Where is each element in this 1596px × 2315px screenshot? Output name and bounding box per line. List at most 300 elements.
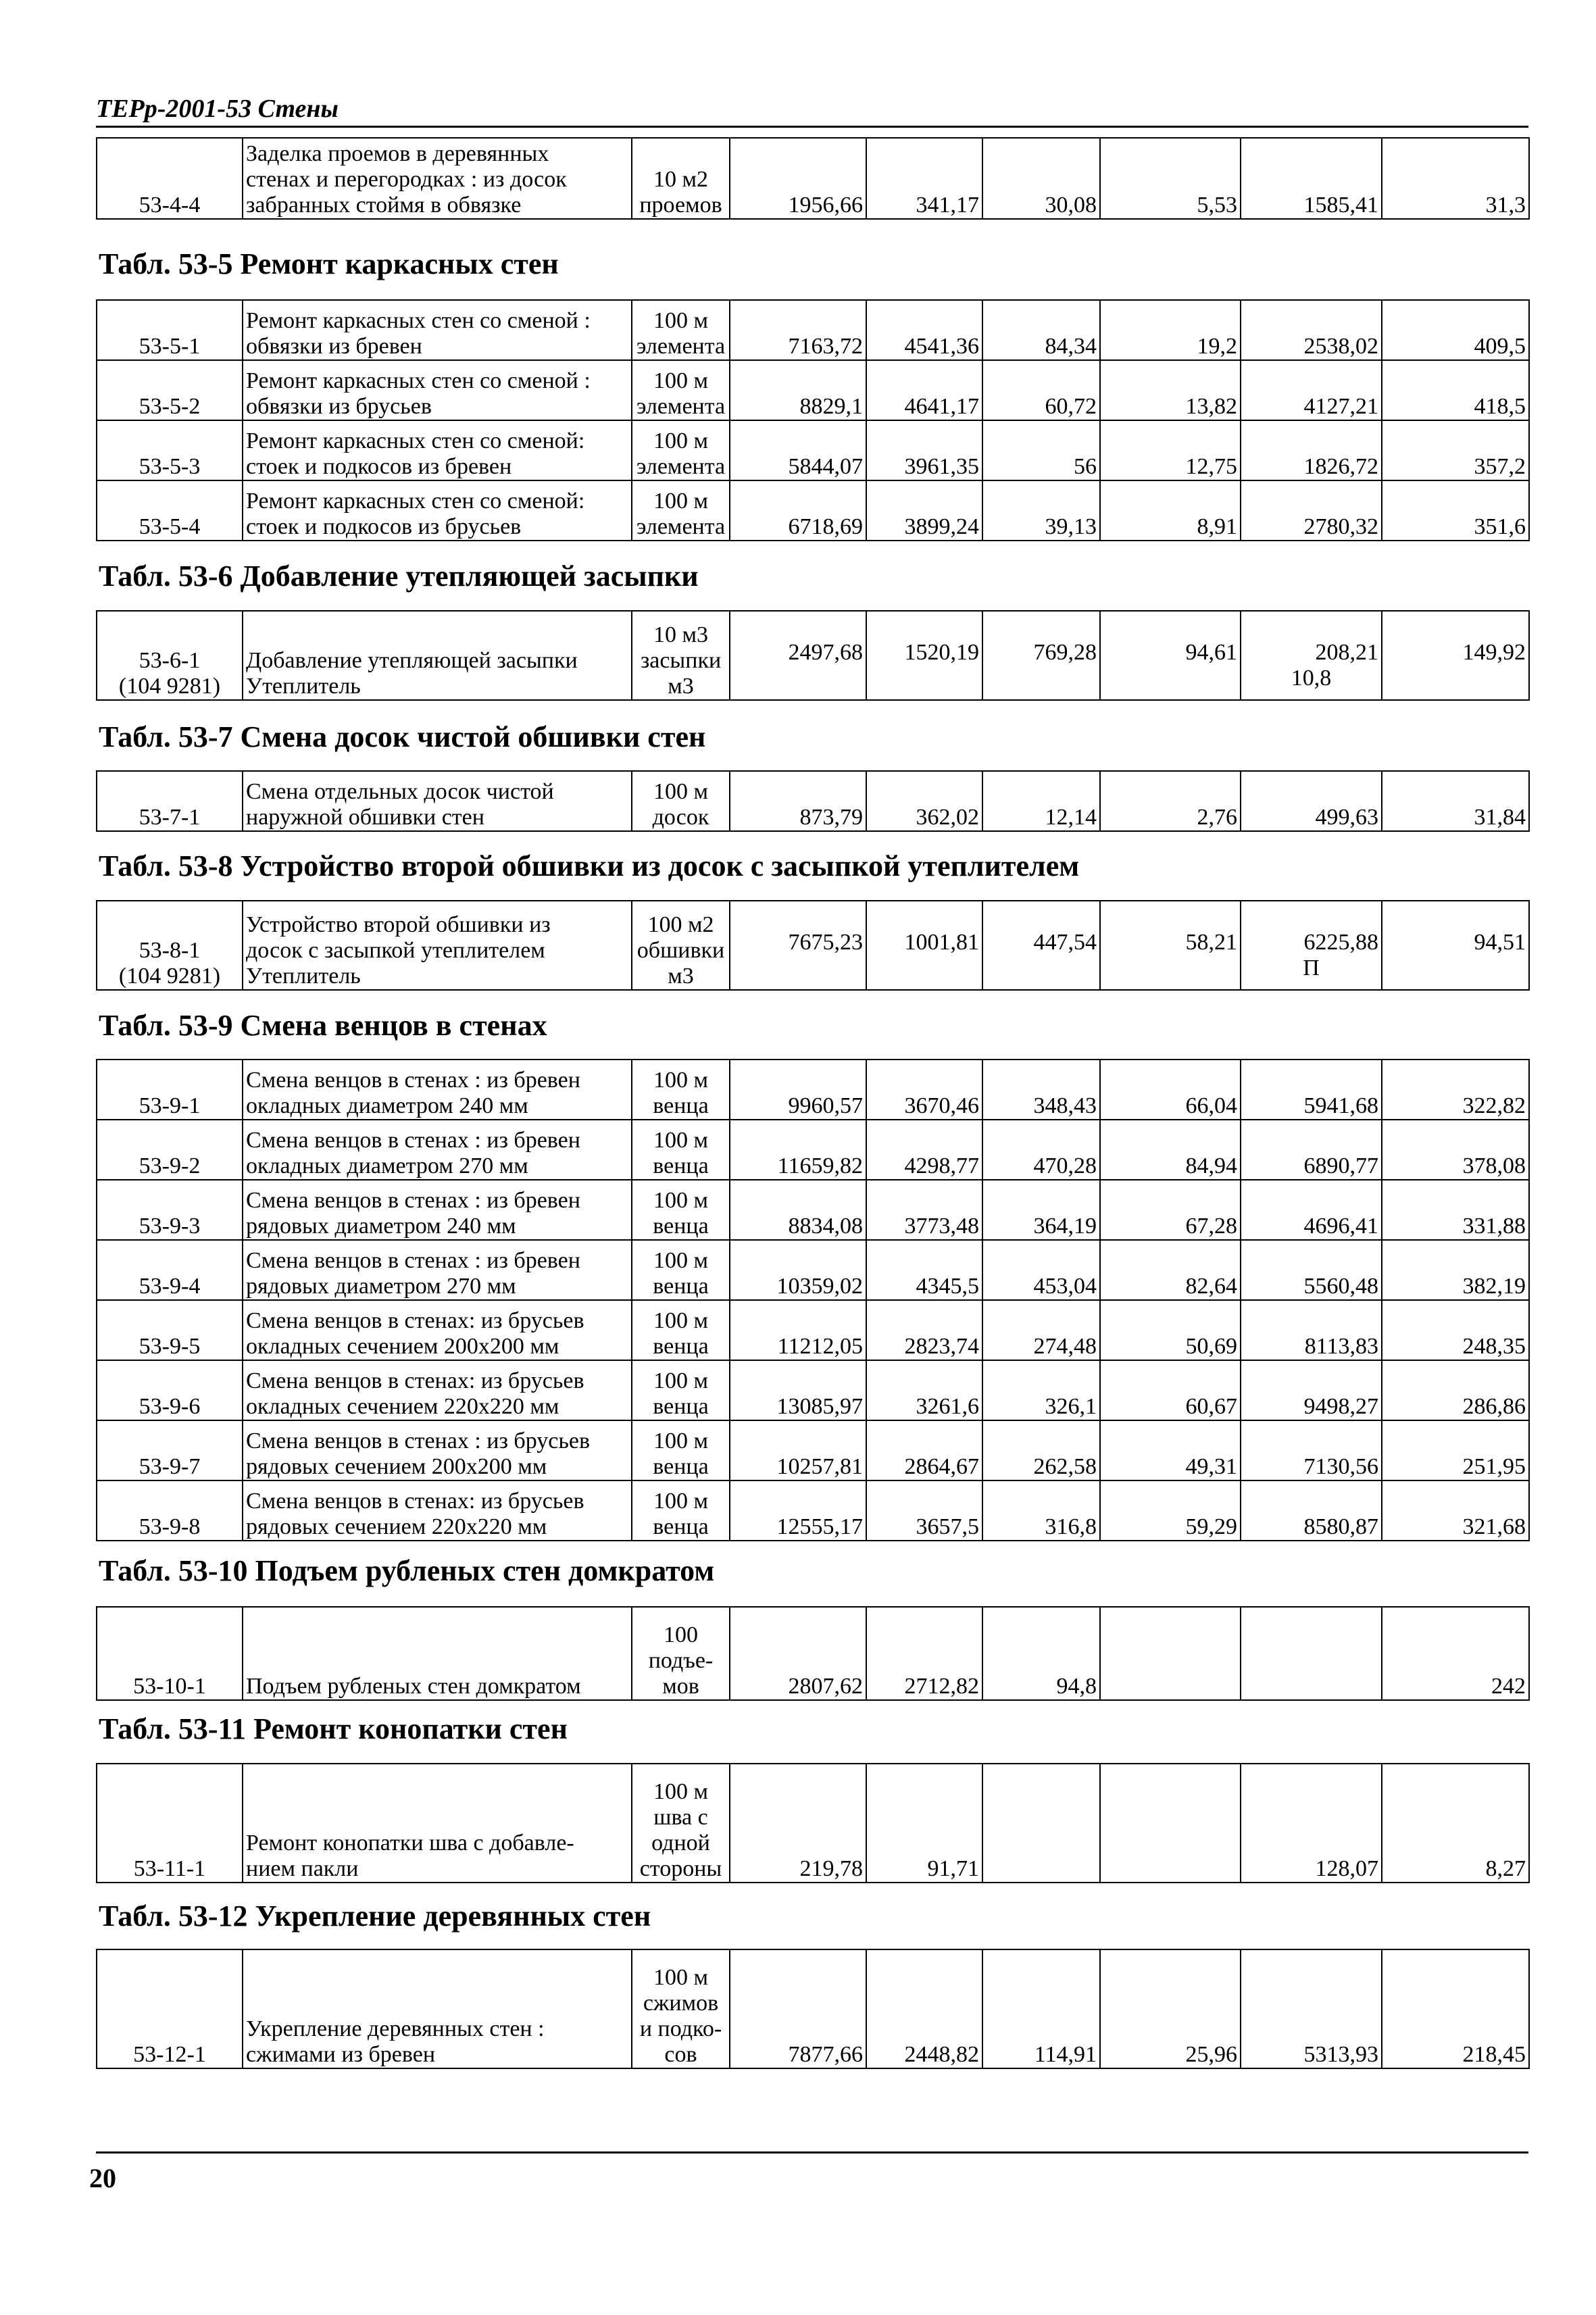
work-name-line: Смена венцов в стенах : из брусьев	[246, 1428, 591, 1453]
value-cell: 3261,6	[866, 1360, 982, 1420]
rate-code-cell	[97, 1949, 243, 2068]
rate-code-cell	[97, 420, 243, 480]
value-cell: 49,31	[1100, 1420, 1241, 1480]
work-name-cell	[243, 138, 632, 219]
value-cell: 58,21	[1100, 901, 1241, 990]
work-name-cell	[243, 300, 632, 360]
unit-cell	[632, 1060, 730, 1120]
rate-table	[96, 610, 1530, 701]
rate-code-cell	[97, 1240, 243, 1300]
work-name-line: Смена венцов в стенах: из брусьев	[246, 1308, 584, 1333]
unit-line: элемента	[636, 454, 726, 479]
work-name-line: наружной обшивки стен	[246, 805, 484, 830]
value-cell: 470,28	[982, 1120, 1100, 1180]
work-name-line: Смена венцов в стенах: из брусьев	[246, 1489, 584, 1514]
value-cell: 39,13	[982, 480, 1100, 541]
value-cell: 56	[982, 420, 1100, 480]
value-cell: 8,27	[1382, 1764, 1529, 1883]
table-row	[97, 1607, 1529, 1700]
table-row	[97, 611, 1529, 700]
value-cell: 6890,77	[1241, 1120, 1382, 1180]
rate-code-line: 53-4-4	[139, 193, 201, 218]
unit-cell	[632, 1420, 730, 1480]
rate-code-cell	[97, 1607, 243, 1700]
work-name-cell	[243, 1180, 632, 1240]
value-cell: 12,75	[1100, 420, 1241, 480]
unit-line: 100 м	[653, 1489, 708, 1514]
table-row	[97, 300, 1529, 360]
value-cell: 3961,35	[866, 420, 982, 480]
unit-line: венца	[653, 1334, 709, 1359]
work-name-line: нием пакли	[246, 1856, 359, 1881]
work-name-line: Смена венцов в стенах : из бревен	[246, 1128, 580, 1153]
unit-line: 100 м	[653, 428, 708, 453]
unit-line: м3	[668, 674, 694, 699]
value-cell: 2497,68	[730, 611, 866, 700]
section-title: Табл. 53-9 Смена венцов в стенах	[99, 1009, 547, 1042]
value-cell: 2538,02	[1241, 300, 1382, 360]
unit-cell	[632, 1607, 730, 1700]
value-cell: 1520,19	[866, 611, 982, 700]
rate-code-cell	[97, 1300, 243, 1360]
unit-cell	[632, 1300, 730, 1360]
value-cell: 9960,57	[730, 1060, 866, 1120]
unit-line: 100 м	[653, 1188, 708, 1213]
rate-code-line: 53-8-1	[139, 938, 201, 963]
rate-table	[96, 137, 1530, 220]
value-cell	[1241, 611, 1382, 700]
work-name-line: Заделка проемов в деревянных	[246, 141, 549, 166]
unit-cell	[632, 1360, 730, 1420]
value-cell: 1001,81	[866, 901, 982, 990]
value-cell: 5844,07	[730, 420, 866, 480]
unit-line: засыпки	[640, 648, 722, 673]
work-name-line: обвязки из бревен	[246, 334, 422, 359]
work-name-line: Утеплитель	[246, 964, 361, 989]
value-cell: 5941,68	[1241, 1060, 1382, 1120]
value-cell: 59,29	[1100, 1480, 1241, 1541]
unit-line: досок	[652, 805, 709, 830]
work-name-cell	[243, 420, 632, 480]
value-cell: 7877,66	[730, 1949, 866, 2068]
value-cell	[1241, 901, 1382, 990]
unit-line: 100 м	[653, 1428, 708, 1453]
work-name-line: рядовых сечением 220х220 мм	[246, 1514, 547, 1539]
value-cell: 67,28	[1100, 1180, 1241, 1240]
value-cell: 94,51	[1382, 901, 1529, 990]
unit-line: 10 м2	[653, 167, 708, 192]
unit-cell	[632, 1180, 730, 1240]
section-title: Табл. 53-10 Подъем рубленых стен домкратом	[99, 1554, 715, 1587]
unit-line: 100 м	[653, 1308, 708, 1333]
work-name-line: стоек и подкосов из бревен	[246, 454, 512, 479]
work-name-cell	[243, 480, 632, 541]
table-row	[97, 1120, 1529, 1180]
work-name-cell	[243, 1060, 632, 1120]
work-name-line: стоек и подкосов из брусьев	[246, 514, 522, 539]
rate-code-line: (104 9281)	[118, 674, 221, 699]
work-name-line: Ремонт каркасных стен со сменой :	[246, 368, 591, 393]
rate-code-cell	[97, 1060, 243, 1120]
table-row	[97, 771, 1529, 831]
table-row	[97, 1240, 1529, 1300]
work-name-line: Устройство второй обшивки из	[246, 912, 551, 937]
unit-line: 100 м	[653, 1068, 708, 1093]
value-cell: 316,8	[982, 1480, 1100, 1541]
value-cell: 114,91	[982, 1949, 1100, 2068]
unit-line: 100 м	[653, 1368, 708, 1393]
rate-code-line: 53-5-1	[139, 334, 201, 359]
unit-line: стороны	[639, 1856, 722, 1881]
value-cell: 60,72	[982, 360, 1100, 420]
unit-cell	[632, 611, 730, 700]
table-row	[97, 1060, 1529, 1120]
unit-line: проемов	[639, 193, 722, 218]
unit-cell	[632, 360, 730, 420]
value-cell	[982, 1764, 1100, 1883]
value-cell: 1826,72	[1241, 420, 1382, 480]
value-cell: 13,82	[1100, 360, 1241, 420]
table-row	[97, 1764, 1529, 1883]
work-name-cell	[243, 1764, 632, 1883]
unit-line: 100 м	[653, 368, 708, 393]
unit-line: венца	[653, 1394, 709, 1419]
work-name-line: рядовых диаметром 240 мм	[246, 1214, 516, 1239]
material-quantity: 10,8	[1291, 666, 1332, 691]
work-name-cell	[243, 1120, 632, 1180]
value-cell	[1241, 1607, 1382, 1700]
work-name-cell	[243, 1300, 632, 1360]
unit-line: 100 м	[653, 1248, 708, 1273]
rate-code-line: 53-5-2	[139, 394, 201, 419]
value-cell	[1100, 1607, 1241, 1700]
unit-line: венца	[653, 1274, 709, 1299]
unit-cell	[632, 771, 730, 831]
work-name-cell	[243, 1949, 632, 2068]
unit-line: 100 м	[653, 489, 708, 514]
rate-code-line: 53-7-1	[139, 805, 201, 830]
page-title: ТЕРр-2001-53 Стены	[96, 95, 339, 123]
unit-line: м3	[668, 964, 694, 989]
value-cell: 4345,5	[866, 1240, 982, 1300]
value-cell: 31,3	[1382, 138, 1529, 219]
unit-line: сжимов	[643, 1991, 719, 2016]
work-name-cell	[243, 901, 632, 990]
value-cell: 362,02	[866, 771, 982, 831]
value-cell: 331,88	[1382, 1180, 1529, 1240]
value-cell: 30,08	[982, 138, 1100, 219]
value-cell: 19,2	[1100, 300, 1241, 360]
unit-line: и подко-	[639, 2016, 722, 2041]
value-cell: 84,34	[982, 300, 1100, 360]
section-title: Табл. 53-7 Смена досок чистой обшивки стен	[99, 720, 706, 753]
value-cell: 128,07	[1241, 1764, 1382, 1883]
value-cell: 2864,67	[866, 1420, 982, 1480]
value-cell: 10257,81	[730, 1420, 866, 1480]
unit-cell	[632, 1764, 730, 1883]
unit-line: шва с	[653, 1805, 708, 1830]
value-cell: 873,79	[730, 771, 866, 831]
value-cell: 7130,56	[1241, 1420, 1382, 1480]
value-cell: 2448,82	[866, 1949, 982, 2068]
unit-line: 100 м	[653, 308, 708, 333]
work-name-line: Смена венцов в стенах : из бревен	[246, 1248, 580, 1273]
unit-cell	[632, 1480, 730, 1541]
rate-code-line: 53-11-1	[133, 1856, 206, 1881]
unit-line: подъе-	[648, 1648, 714, 1673]
work-name-cell	[243, 1607, 632, 1700]
value-cell: 5,53	[1100, 138, 1241, 219]
rate-code-cell	[97, 1764, 243, 1883]
value-cell: 7163,72	[730, 300, 866, 360]
value-cell: 4298,77	[866, 1120, 982, 1180]
rate-code-line: 53-10-1	[133, 1674, 206, 1699]
rate-code-line: 53-9-3	[139, 1214, 201, 1239]
value-cell: 12,14	[982, 771, 1100, 831]
unit-line: 100 м2	[647, 912, 714, 937]
unit-line: 10 м3	[653, 622, 708, 647]
table-row	[97, 1300, 1529, 1360]
value-cell: 84,94	[1100, 1120, 1241, 1180]
value-cell: 251,95	[1382, 1420, 1529, 1480]
value-cell: 286,86	[1382, 1360, 1529, 1420]
value-cell: 8,91	[1100, 480, 1241, 541]
rate-code-line: 53-5-3	[139, 454, 201, 479]
work-name-cell	[243, 1420, 632, 1480]
rate-table	[96, 1059, 1530, 1541]
value-cell: 769,28	[982, 611, 1100, 700]
value-cell: 499,63	[1241, 771, 1382, 831]
rate-code-line: 53-6-1	[139, 648, 201, 673]
value-cell: 8829,1	[730, 360, 866, 420]
work-name-line: Ремонт каркасных стен со сменой :	[246, 308, 591, 333]
value-cell: 1585,41	[1241, 138, 1382, 219]
value-cell: 3899,24	[866, 480, 982, 541]
rate-code-cell	[97, 901, 243, 990]
unit-line: элемента	[636, 334, 726, 359]
work-name-cell	[243, 611, 632, 700]
work-name-line: сжимами из бревен	[246, 2042, 436, 2067]
table-row	[97, 1949, 1529, 2068]
unit-cell	[632, 1949, 730, 2068]
value-cell: 50,69	[1100, 1300, 1241, 1360]
rate-code-cell	[97, 771, 243, 831]
value-cell: 31,84	[1382, 771, 1529, 831]
table-row	[97, 360, 1529, 420]
rate-table	[96, 900, 1530, 991]
value-cell: 6718,69	[730, 480, 866, 541]
work-name-cell	[243, 360, 632, 420]
value-cell: 4641,17	[866, 360, 982, 420]
value-cell: 4127,21	[1241, 360, 1382, 420]
table-row	[97, 1420, 1529, 1480]
rate-code-cell	[97, 138, 243, 219]
value-cell: 12555,17	[730, 1480, 866, 1541]
unit-line: мов	[662, 1674, 699, 1699]
value-cell: 5313,93	[1241, 1949, 1382, 2068]
value-line: 208,21	[1315, 640, 1378, 665]
rate-code-cell	[97, 360, 243, 420]
work-name-cell	[243, 1480, 632, 1541]
value-cell: 453,04	[982, 1240, 1100, 1300]
value-cell: 9498,27	[1241, 1360, 1382, 1420]
work-name-line: Добавление утепляющей засыпки	[246, 648, 578, 673]
value-cell: 91,71	[866, 1764, 982, 1883]
work-name-line: Укрепление деревянных стен :	[246, 2016, 545, 2041]
work-name-cell	[243, 771, 632, 831]
work-name-cell	[243, 1360, 632, 1420]
unit-cell	[632, 1120, 730, 1180]
value-cell: 447,54	[982, 901, 1100, 990]
rate-code-line: 53-9-1	[139, 1093, 201, 1118]
value-cell: 2823,74	[866, 1300, 982, 1360]
rate-code-line: 53-12-1	[133, 2042, 206, 2067]
work-name-line: рядовых сечением 200х200 мм	[246, 1454, 547, 1479]
unit-cell	[632, 138, 730, 219]
work-name-line: Утеплитель	[246, 674, 361, 699]
value-cell: 364,19	[982, 1180, 1100, 1240]
rate-table	[96, 1949, 1530, 2069]
unit-line: венца	[653, 1454, 709, 1479]
value-cell: 418,5	[1382, 360, 1529, 420]
work-name-line: окладных сечением 220х220 мм	[246, 1394, 559, 1419]
unit-line: 100 м	[653, 1779, 708, 1804]
work-name-line: забранных стоймя в обвязке	[246, 193, 522, 218]
section-title: Табл. 53-6 Добавление утепляющей засыпки	[99, 559, 699, 593]
rate-code-line: 53-9-7	[139, 1454, 201, 1479]
value-cell: 94,61	[1100, 611, 1241, 700]
rate-code-cell	[97, 300, 243, 360]
section-title: Табл. 53-11 Ремонт конопатки стен	[99, 1712, 568, 1745]
rate-code-line: 53-9-8	[139, 1514, 201, 1539]
work-name-line: Подъем рубленых стен домкратом	[246, 1674, 581, 1699]
value-cell: 8580,87	[1241, 1480, 1382, 1541]
value-cell: 3670,46	[866, 1060, 982, 1120]
value-cell: 357,2	[1382, 420, 1529, 480]
work-name-line: Смена венцов в стенах : из бревен	[246, 1068, 580, 1093]
value-cell: 3657,5	[866, 1480, 982, 1541]
value-cell: 4541,36	[866, 300, 982, 360]
table-row	[97, 1360, 1529, 1420]
unit-line: элемента	[636, 394, 726, 419]
value-cell: 351,6	[1382, 480, 1529, 541]
table-row	[97, 420, 1529, 480]
rate-code-cell	[97, 1480, 243, 1541]
unit-cell	[632, 1240, 730, 1300]
rate-code-cell	[97, 611, 243, 700]
value-cell: 382,19	[1382, 1240, 1529, 1300]
value-cell: 2712,82	[866, 1607, 982, 1700]
value-cell: 3773,48	[866, 1180, 982, 1240]
value-cell: 322,82	[1382, 1060, 1529, 1120]
table-row	[97, 1180, 1529, 1240]
unit-line: 100 м	[653, 1128, 708, 1153]
table-row	[97, 901, 1529, 990]
value-cell: 274,48	[982, 1300, 1100, 1360]
header-divider	[96, 126, 1528, 128]
value-cell: 66,04	[1100, 1060, 1241, 1120]
rate-code-cell	[97, 480, 243, 541]
value-cell	[1100, 1764, 1241, 1883]
rate-code-cell	[97, 1420, 243, 1480]
unit-line: 100	[664, 1622, 698, 1647]
rate-code-cell	[97, 1360, 243, 1420]
table-row	[97, 480, 1529, 541]
value-cell: 8834,08	[730, 1180, 866, 1240]
unit-line: 100 м	[653, 779, 708, 804]
rate-table	[96, 1763, 1530, 1883]
rate-code-cell	[97, 1120, 243, 1180]
value-cell: 2807,62	[730, 1607, 866, 1700]
value-cell: 82,64	[1100, 1240, 1241, 1300]
rate-table	[96, 770, 1530, 832]
value-cell: 326,1	[982, 1360, 1100, 1420]
value-cell: 321,68	[1382, 1480, 1529, 1541]
page-header	[96, 93, 1528, 124]
value-cell: 149,92	[1382, 611, 1529, 700]
unit-line: 100 м	[653, 1965, 708, 1990]
unit-line: обшивки	[637, 938, 725, 963]
material-quantity: П	[1303, 955, 1320, 980]
value-cell: 378,08	[1382, 1120, 1529, 1180]
rate-code-line: 53-5-4	[139, 514, 201, 539]
value-cell: 5560,48	[1241, 1240, 1382, 1300]
unit-line: венца	[653, 1153, 709, 1178]
unit-cell	[632, 300, 730, 360]
work-name-line: окладных сечением 200х200 мм	[246, 1334, 559, 1359]
value-cell: 8113,83	[1241, 1300, 1382, 1360]
value-cell: 341,17	[866, 138, 982, 219]
section-title: Табл. 53-8 Устройство второй обшивки из досок с засыпкой утеплителем	[99, 849, 1080, 882]
work-name-line: обвязки из брусьев	[246, 394, 432, 419]
value-cell: 25,96	[1100, 1949, 1241, 2068]
work-name-line: Смена отдельных досок чистой	[246, 779, 554, 804]
rate-code-line: 53-9-4	[139, 1274, 201, 1299]
work-name-line: Смена венцов в стенах: из брусьев	[246, 1368, 584, 1393]
value-cell: 2,76	[1100, 771, 1241, 831]
value-cell: 218,45	[1382, 1949, 1529, 2068]
work-name-line: окладных диаметром 270 мм	[246, 1153, 528, 1178]
section-title: Табл. 53-12 Укрепление деревянных стен	[99, 1899, 651, 1933]
value-cell: 11212,05	[730, 1300, 866, 1360]
value-cell: 219,78	[730, 1764, 866, 1883]
rate-code-line: 53-9-5	[139, 1334, 201, 1359]
unit-cell	[632, 901, 730, 990]
work-name-line: Ремонт каркасных стен со сменой:	[246, 489, 585, 514]
value-cell: 2780,32	[1241, 480, 1382, 541]
value-cell: 94,8	[982, 1607, 1100, 1700]
value-line: 6225,88	[1303, 930, 1378, 955]
table-row	[97, 1480, 1529, 1541]
rate-code-line: 53-9-2	[139, 1153, 201, 1178]
unit-line: одной	[651, 1831, 710, 1856]
rate-table	[96, 299, 1530, 541]
work-name-line: окладных диаметром 240 мм	[246, 1093, 528, 1118]
page-number: 20	[89, 2163, 116, 2193]
footer-divider	[96, 2151, 1528, 2154]
value-cell: 242	[1382, 1607, 1529, 1700]
rate-code-line: (104 9281)	[118, 964, 221, 989]
value-cell: 348,43	[982, 1060, 1100, 1120]
value-cell: 7675,23	[730, 901, 866, 990]
work-name-cell	[243, 1240, 632, 1300]
value-cell: 60,67	[1100, 1360, 1241, 1420]
value-cell: 10359,02	[730, 1240, 866, 1300]
value-cell: 262,58	[982, 1420, 1100, 1480]
unit-line: венца	[653, 1214, 709, 1239]
value-cell: 409,5	[1382, 300, 1529, 360]
unit-line: венца	[653, 1514, 709, 1539]
